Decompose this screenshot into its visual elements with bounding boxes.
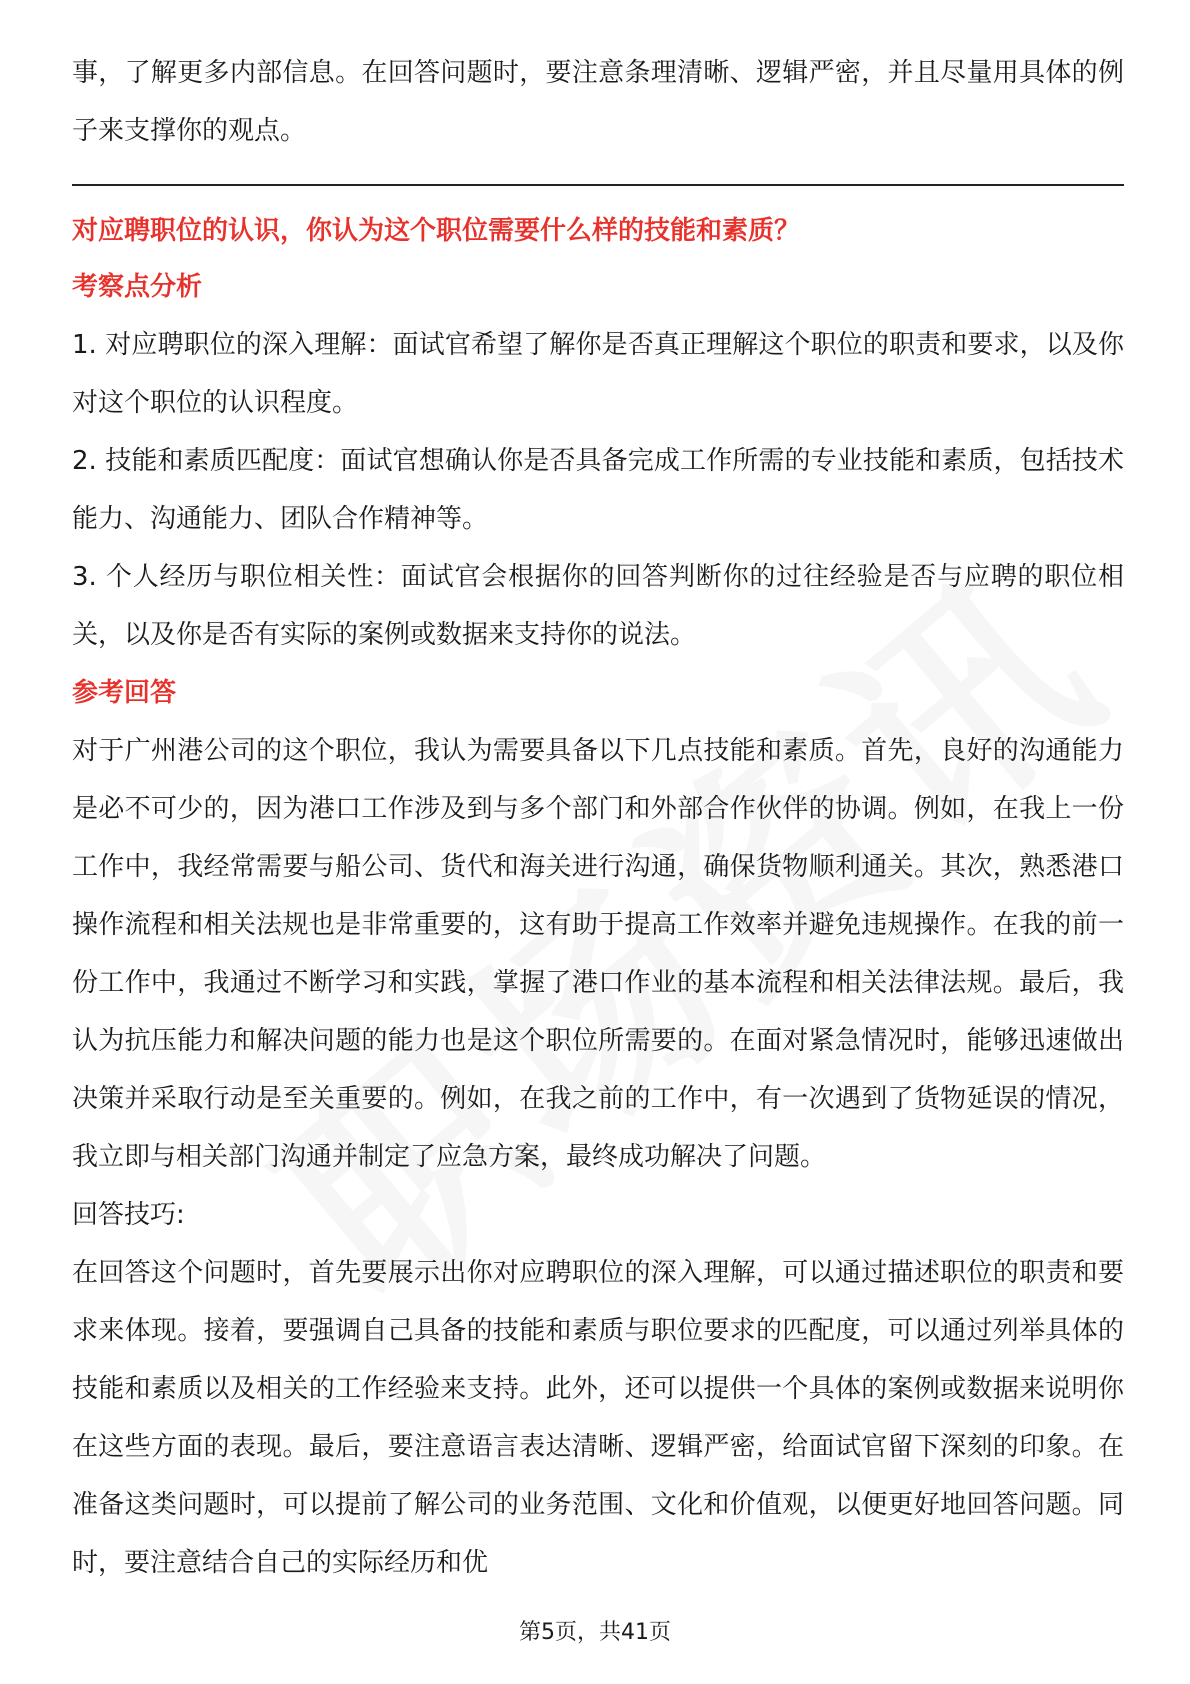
page-content: [72, 44, 1124, 1592]
question-heading: 对应聘职位的认识，你认为这个职位需要什么样的技能和素质？: [72, 216, 801, 246]
tips-text: 在回答这个问题时，首先要展示出你对应聘职位的深入理解，可以通过描述职位的职责和要求来体现。接着，要强调自己具备的技能和素质与职位要求的匹配度，可以通过列举具体的技能和素质以及相关的工作经验来支持。此外，还可以提供一个具体的案例或数据来说明你在这些方面的表现。最后，要注意语言表达清晰、逻辑严密，给面试官留下深刻的印象。在准备这类问题时，可以提前了解公司的业务范围、文化和价值观，以便更好地回答问题。同时，要注意结合自己的实际经历和优: [72, 1258, 1124, 1578]
tips-title: 回答技巧:: [72, 1200, 185, 1230]
intro-paragraph: 事，了解更多内部信息。在回答问题时，要注意条理清晰、逻辑严密，并且尽量用具体的例子来支撑你的观点。: [72, 58, 1124, 146]
analysis-title: 考察点分析: [72, 272, 203, 302]
section-divider: [72, 184, 1124, 186]
analysis-item: 3. 个人经历与职位相关性：面试官会根据你的回答判断你的过往经验是否与应聘的职位相关，以及你是否有实际的案例或数据来支持你的说法。: [72, 562, 1124, 650]
page-number: 第5页，共41页: [519, 1620, 671, 1645]
reference-answer: 对于广州港公司的这个职位，我认为需要具备以下几点技能和素质。首先，良好的沟通能力是必不可少的，因为港口工作涉及到与多个部门和外部合作伙伴的协调。例如，在我上一份工作中，我经常需要与船公司、货代和海关进行沟通，确保货物顺利通关。其次，熟悉港口操作流程和相关法规也是非常重要的，这有助于提高工作效率并避免违规操作。在我的前一份工作中，我通过不断学习和实践，掌握了港口作业的基本流程和相关法律法规。最后，我认为抗压能力和解决问题的能力也是这个职位所需要的。在面对紧急情况时，能够迅速做出决策并采取行动是至关重要的。例如，在我之前的工作中，有一次遇到了货物延误的情况，我立即与相关部门沟通并制定了应急方案，最终成功解决了问题。: [72, 736, 1124, 1172]
analysis-item: 2. 技能和素质匹配度：面试官想确认你是否具备完成工作所需的专业技能和素质，包括技术能力、沟通能力、团队合作精神等。: [72, 446, 1124, 534]
analysis-item: 1. 对应聘职位的深入理解：面试官希望了解你是否真正理解这个职位的职责和要求，以及你对这个职位的认识程度。: [72, 330, 1124, 418]
reference-title: 参考回答: [72, 678, 177, 708]
